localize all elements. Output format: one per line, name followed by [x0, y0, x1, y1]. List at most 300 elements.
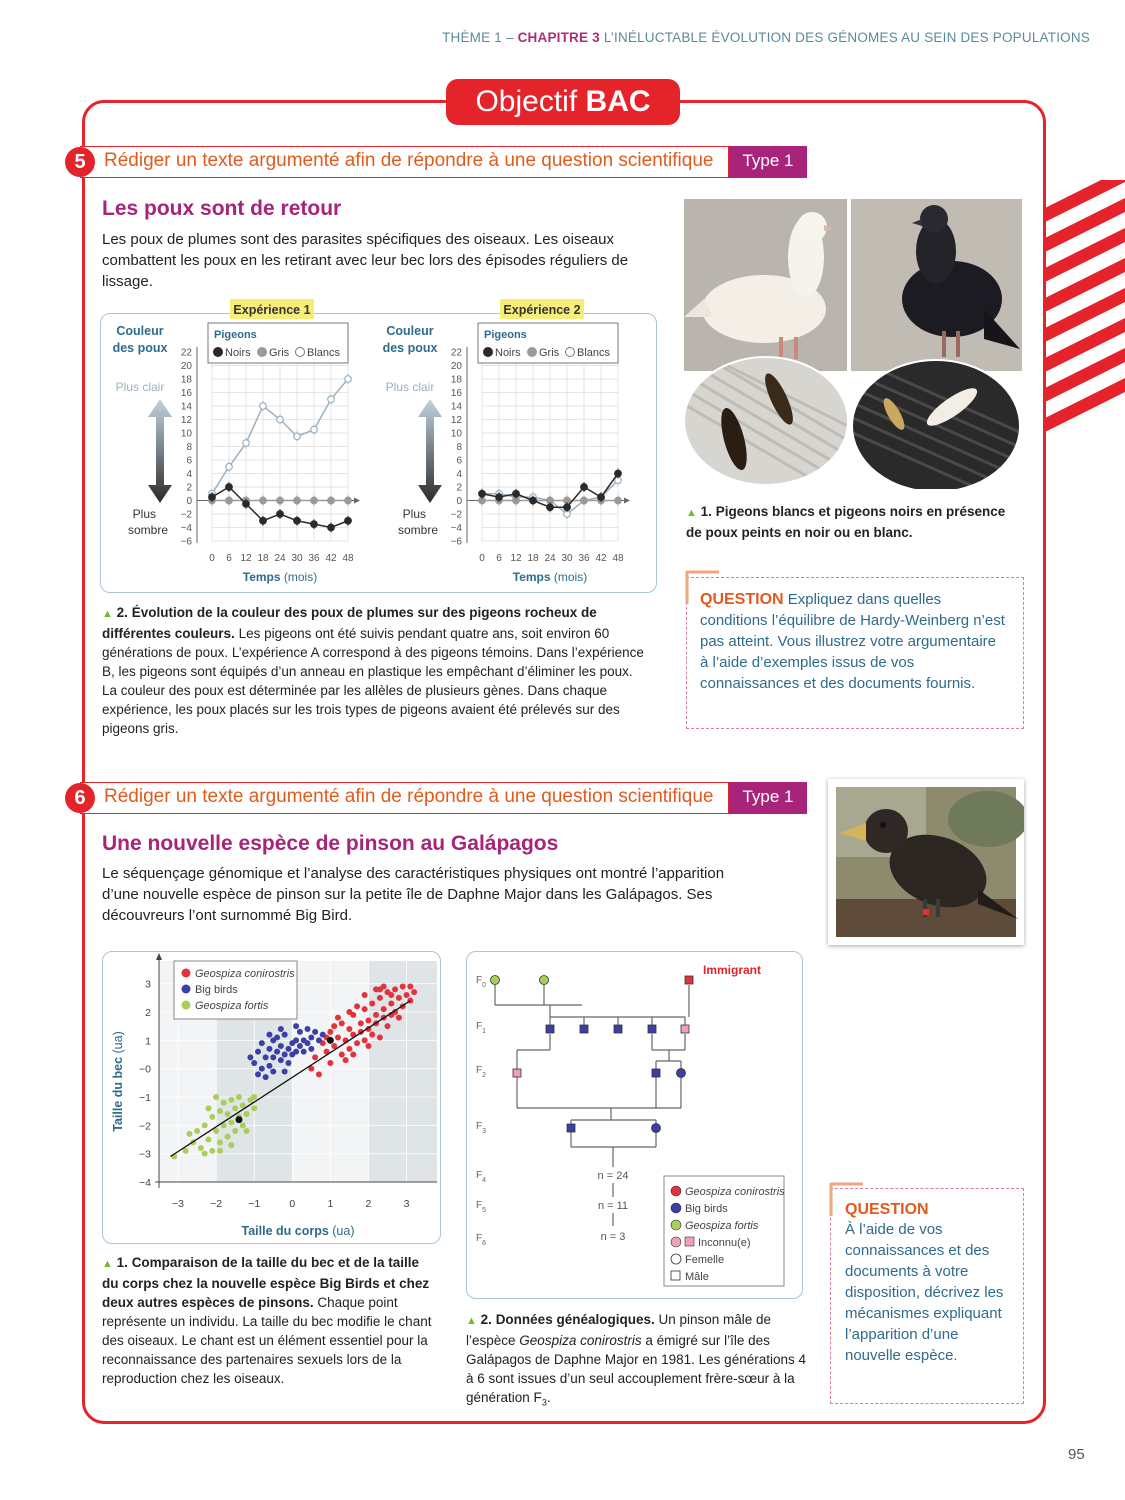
y-tick-label: −2 — [450, 509, 462, 521]
scatter-point-geospiza-conirostris — [362, 992, 368, 998]
decorative-stripes — [1045, 180, 1125, 460]
data-point-noirs — [496, 494, 503, 501]
y-tick-label: 10 — [450, 428, 462, 440]
exercise-6-doc1-caption: ▲ 1. Comparaison de la taille du bec et de la taille du corps chez la nouvelle espèce Big Birds et chez deux autres espèces de pinsons. Chaque point représente un individu. La taille du bec modifie le chant des oiseaux. Le chant est un élément essentiel pour la reconnaissance des partenaires sexuels lors de la reproduction chez les oiseaux. — [102, 1255, 432, 1386]
svg-text:Geospiza conirostris: Geospiza conirostris — [685, 1186, 785, 1198]
scatter-point-geospiza-conirostris — [316, 1071, 322, 1077]
y-tick-label: 20 — [450, 361, 462, 372]
scatter-point-big-birds — [278, 1026, 284, 1032]
y-axis-label: Couleur — [116, 324, 164, 338]
x-tick-label: −1 — [248, 1198, 261, 1210]
y-axis-label-unit: (ua) — [111, 1031, 125, 1054]
top-label: Plus clair — [115, 380, 165, 394]
scatter-point-big-birds — [266, 1063, 272, 1069]
scatter-point-geospiza-fortis — [194, 1128, 200, 1134]
scatter-point-geospiza-conirostris — [358, 1020, 364, 1026]
scatter-point-geospiza-conirostris — [346, 1046, 352, 1052]
data-point-noirs — [581, 484, 588, 491]
scatter-point-geospiza-fortis — [198, 1145, 204, 1151]
color-gradient-arrow — [418, 399, 442, 503]
scatter-point-geospiza-conirostris — [381, 1006, 387, 1012]
exercise-5-number: 5 — [65, 147, 95, 177]
x-tick-label: 48 — [612, 553, 624, 564]
pedigree-nodes — [491, 976, 694, 1133]
mean-point — [327, 1037, 334, 1044]
scatter-point-geospiza-fortis — [251, 1094, 257, 1100]
scatter-point-geospiza-conirostris — [377, 995, 383, 1001]
data-point-noirs — [345, 517, 352, 524]
count-f5: n = 11 — [597, 1200, 629, 1212]
scatter-point-geospiza-fortis — [228, 1142, 234, 1148]
scatter-point-big-birds — [282, 1052, 288, 1058]
data-point-noirs — [226, 484, 233, 491]
scatter-point-geospiza-fortis — [225, 1111, 231, 1117]
legend-marker — [182, 969, 191, 978]
x-tick-label: 18 — [257, 553, 269, 564]
y-tick-label: −1 — [139, 1092, 151, 1104]
scatter-point-big-birds — [297, 1029, 303, 1035]
legend-label: Gris — [269, 347, 290, 359]
y-tick-label: 10 — [180, 428, 192, 440]
x-axis-label-unit: (ua) — [332, 1224, 355, 1238]
x-tick-label: 0 — [479, 553, 485, 564]
scatter-point-geospiza-conirostris — [339, 1052, 345, 1058]
pedigree-legend — [664, 1176, 785, 1286]
y-tick-label: 14 — [180, 401, 192, 413]
scatter-point-geospiza-conirostris — [396, 1015, 402, 1021]
y-tick-label: 16 — [180, 388, 192, 399]
scatter-point-big-birds — [320, 1032, 326, 1038]
y-tick-label: 14 — [450, 401, 462, 413]
scatter-point-geospiza-conirostris — [354, 1040, 360, 1046]
gen-label-f0: $F_0$ — [476, 975, 487, 989]
scatter-point-geospiza-conirostris — [331, 1023, 337, 1029]
pedigree-chart — [466, 951, 806, 1301]
bottom-label: sombre — [397, 523, 438, 537]
data-point-gris — [328, 497, 335, 504]
data-point-gris — [615, 497, 622, 504]
page-number: 95 — [1068, 1446, 1085, 1463]
y-tick-label: 20 — [180, 361, 192, 372]
y-tick-label: 6 — [456, 455, 462, 467]
finch-photo — [828, 779, 1024, 945]
y-tick-label: 2 — [145, 1007, 151, 1019]
x-axis-arrow — [624, 498, 630, 504]
count-f6: n = 3 — [600, 1231, 626, 1243]
x-tick-label: 2 — [365, 1198, 372, 1210]
x-axis-label-main: Temps — [242, 570, 284, 584]
scatter-point-geospiza-fortis — [213, 1094, 219, 1100]
scatter-point-big-birds — [259, 1066, 265, 1072]
scatter-point-big-birds — [247, 1054, 253, 1060]
legend-label: Noirs — [225, 347, 251, 359]
exercise-6-type: Type 1 — [729, 782, 807, 814]
data-point-noirs — [598, 494, 605, 501]
x-tick-label: 6 — [496, 553, 502, 564]
running-header: THÈME 1 – CHAPITRE 3 L’INÉLUCTABLE ÉVOLUTION DES GÉNOMES AU SEIN DES POPULATIONS — [442, 30, 1090, 45]
x-axis-label — [243, 570, 317, 584]
data-point-blancs — [345, 376, 352, 383]
legend-label: Big birds — [195, 984, 238, 996]
f1-bigbird-male — [546, 1025, 554, 1033]
scatter-point-big-birds — [263, 1054, 269, 1060]
legend-marker — [566, 348, 575, 357]
chart-title: Expérience 2 — [503, 303, 581, 317]
data-point-blancs — [277, 416, 284, 423]
y-tick-label: −0 — [139, 1063, 151, 1076]
lice-chart-2 — [383, 299, 630, 584]
scatter-point-geospiza-fortis — [209, 1148, 215, 1154]
legend-marker — [528, 348, 537, 357]
scatter-point-geospiza-fortis — [217, 1139, 223, 1145]
y-tick-label: −4 — [450, 523, 462, 534]
scatter-point-geospiza-fortis — [202, 1122, 208, 1128]
x-tick-label: −2 — [210, 1198, 223, 1210]
y-tick-label: 18 — [450, 374, 462, 386]
y-tick-label: 12 — [450, 415, 462, 426]
scatter-point-big-birds — [282, 1069, 288, 1075]
x-tick-label: 36 — [308, 553, 320, 564]
data-point-noirs — [243, 501, 250, 508]
scatter-point-big-birds — [266, 1032, 272, 1038]
scatter-point-geospiza-conirostris — [350, 1052, 356, 1058]
y-tick-label: −6 — [450, 536, 462, 548]
legend-marker — [182, 1001, 191, 1010]
scatter-point-big-birds — [297, 1043, 303, 1049]
scatter-point-geospiza-conirostris — [373, 986, 379, 992]
count-f4: n = 24 — [597, 1170, 629, 1182]
x-tick-label: 0 — [209, 553, 215, 564]
data-point-noirs — [294, 517, 301, 524]
scatter-point-geospiza-conirostris — [362, 1037, 368, 1043]
legend-label: Blancs — [307, 347, 341, 359]
y-tick-label: 12 — [180, 415, 192, 426]
scatter-point-big-birds — [266, 1046, 272, 1052]
lice-chart-1 — [113, 299, 360, 584]
y-tick-label: 0 — [186, 496, 192, 507]
lice-color-charts — [100, 295, 660, 595]
svg-text:Mâle: Mâle — [685, 1271, 709, 1283]
x-tick-label: 0 — [289, 1198, 296, 1210]
scatter-point-big-birds — [259, 1040, 265, 1046]
scatter-point-geospiza-fortis — [232, 1105, 238, 1111]
data-point-noirs — [260, 517, 267, 524]
scatter-point-geospiza-conirostris — [384, 1023, 390, 1029]
x-axis-label-main: Temps — [512, 570, 554, 584]
exercise-6-doc2-caption: ▲ 2. Données généalogiques. Un pinson mâle de l’espèce Geospiza conirostris a émigré sur l’île des Galápagos de Daphne Major en 1981. Les générations 4 à 6 sont issues d’un seul accouplement frère-sœur à la génération $F_3$. — [466, 1312, 806, 1408]
pedigree-lines — [495, 985, 689, 1226]
scatter-point-big-birds — [293, 1037, 299, 1043]
exercise-6-instruction: Rédiger un texte argumenté afin de répondre à une question scientifique — [104, 786, 714, 807]
scatter-point-big-birds — [293, 1049, 299, 1055]
pigeon-photos — [684, 199, 1022, 489]
scatter-point-big-birds — [293, 1023, 299, 1029]
x-tick-label: 24 — [544, 553, 556, 564]
f2-bigbird-male — [652, 1069, 660, 1077]
shaded-band — [368, 961, 437, 1182]
bottom-label: Plus — [132, 507, 156, 521]
y-tick-label: 4 — [186, 469, 192, 480]
scatter-point-geospiza-fortis — [209, 1114, 215, 1120]
scatter-point-geospiza-fortis — [186, 1131, 192, 1137]
x-tick-label: 42 — [595, 553, 607, 564]
scatter-point-big-birds — [305, 1026, 311, 1032]
data-point-gris — [277, 497, 284, 504]
scatter-point-geospiza-conirostris — [373, 1012, 379, 1018]
legend-title: Pigeons — [484, 329, 527, 341]
f1-unknown-male — [681, 1025, 689, 1033]
scatter-point-geospiza-fortis — [217, 1148, 223, 1154]
x-tick-label: 30 — [561, 553, 573, 564]
scatter-point-geospiza-conirostris — [407, 984, 413, 990]
scatter-point-big-birds — [305, 1040, 311, 1046]
y-axis-label: des poux — [382, 341, 438, 355]
data-point-noirs — [479, 490, 486, 497]
y-tick-label: 6 — [186, 455, 192, 467]
mean-point — [235, 1116, 242, 1123]
x-tick-label: 36 — [578, 553, 590, 564]
scatter-point-big-birds — [308, 1035, 314, 1041]
legend-title: Pigeons — [214, 329, 257, 341]
gen-label-f6: $F_6$ — [476, 1233, 487, 1247]
scatter-point-geospiza-fortis — [244, 1128, 250, 1134]
gen-label-f1: $F_1$ — [476, 1021, 487, 1035]
scatter-point-geospiza-conirostris — [354, 1003, 360, 1009]
scatter-point-geospiza-conirostris — [365, 1018, 371, 1024]
data-point-blancs — [311, 426, 318, 433]
scatter-point-big-birds — [251, 1060, 257, 1066]
y-tick-label: −4 — [180, 523, 192, 534]
scatter-point-big-birds — [278, 1043, 284, 1049]
data-point-blancs — [243, 440, 250, 447]
y-tick-label: 4 — [456, 469, 462, 480]
scatter-point-geospiza-conirostris — [365, 1043, 371, 1049]
scatter-point-big-birds — [270, 1069, 276, 1075]
scatter-point-geospiza-conirostris — [404, 992, 410, 998]
data-point-gris — [581, 497, 588, 504]
scatter-point-geospiza-conirostris — [381, 984, 387, 990]
legend-marker — [214, 348, 223, 357]
y-tick-label: −6 — [180, 536, 192, 548]
gen-label-f4: $F_4$ — [476, 1170, 487, 1184]
x-tick-label: 30 — [291, 553, 303, 564]
scatter-point-geospiza-fortis — [228, 1097, 234, 1103]
legend-label: Blancs — [577, 347, 611, 359]
data-point-gris — [260, 497, 267, 504]
legend-label: Geospiza conirostris — [195, 968, 295, 980]
legend-marker — [484, 348, 493, 357]
f2-unknown-male — [513, 1069, 521, 1077]
scatter-point-big-birds — [278, 1057, 284, 1063]
exercise-5-intro: Les poux de plumes sont des parasites spécifiques des oiseaux. Les oiseaux combattent les poux en les retirant avec leur bec lors des épisodes réguliers de lissage. — [102, 231, 629, 290]
data-point-noirs — [564, 504, 571, 511]
gen-label-f2: $F_2$ — [476, 1065, 487, 1079]
scatter-point-geospiza-conirostris — [369, 1001, 375, 1007]
scatter-point-geospiza-fortis — [236, 1094, 242, 1100]
scatter-point-big-birds — [285, 1060, 291, 1066]
data-point-noirs — [530, 497, 537, 504]
y-tick-label: 3 — [145, 978, 151, 991]
generation-labels — [476, 975, 486, 1247]
y-tick-label: −2 — [180, 509, 192, 521]
scatter-point-geospiza-conirostris — [343, 1057, 349, 1063]
f1-bigbird-male — [614, 1025, 622, 1033]
scatter-point-geospiza-fortis — [206, 1137, 212, 1143]
data-point-blancs — [294, 433, 301, 440]
scatter-point-geospiza-conirostris — [411, 989, 417, 995]
exercise-6-question: QUESTION À l’aide de vos connaissances et des documents à votre disposition, décrivez les mécanismes expliquant l’apparition d’une nouvelle espèce. — [845, 1201, 1004, 1364]
legend-marker — [182, 985, 191, 994]
scatter-point-geospiza-fortis — [217, 1108, 223, 1114]
y-tick-label: 22 — [180, 347, 192, 359]
scatter-point-geospiza-fortis — [251, 1105, 257, 1111]
y-tick-label: −3 — [139, 1148, 151, 1161]
x-tick-label: 3 — [403, 1198, 410, 1210]
data-point-gris — [294, 497, 301, 504]
legend-label: Geospiza fortis — [195, 1000, 269, 1012]
f1-bigbird-male — [648, 1025, 656, 1033]
data-point-noirs — [513, 490, 520, 497]
exercise-5-type: Type 1 — [729, 146, 807, 178]
gen-label-f3: $F_3$ — [476, 1121, 487, 1135]
scatter-point-geospiza-fortis — [221, 1100, 227, 1106]
y-tick-label: 18 — [180, 374, 192, 386]
scatter-point-geospiza-conirostris — [388, 1001, 394, 1007]
data-point-noirs — [615, 470, 622, 477]
y-tick-label: 2 — [186, 482, 192, 494]
scatter-point-geospiza-conirostris — [346, 1009, 352, 1015]
scatter-point-geospiza-conirostris — [388, 992, 394, 998]
data-point-gris — [345, 497, 352, 504]
scatter-point-big-birds — [263, 1074, 269, 1080]
f1-bigbird-male — [580, 1025, 588, 1033]
y-tick-label: −2 — [139, 1120, 151, 1133]
exercise-5-doc1-caption: ▲ 1. Pigeons blancs et pigeons noirs en présence de poux peints en noir ou en blanc. — [686, 504, 1006, 540]
scatter-point-geospiza-fortis — [202, 1151, 208, 1157]
scatter-point-big-birds — [274, 1049, 280, 1055]
x-tick-label: 12 — [510, 553, 522, 564]
finch-scatter-chart — [102, 951, 442, 1246]
scatter-point-big-birds — [301, 1049, 307, 1055]
scatter-point-big-birds — [308, 1046, 314, 1052]
legend-marker — [296, 348, 305, 357]
x-axis-label — [513, 570, 587, 584]
scatter-point-big-birds — [316, 1037, 322, 1043]
top-label: Plus clair — [385, 380, 435, 394]
scatter-point-geospiza-conirostris — [327, 1060, 333, 1066]
x-axis-label-unit: (mois) — [283, 570, 318, 584]
x-axis-arrow — [354, 498, 360, 504]
scatter-point-geospiza-fortis — [228, 1120, 234, 1126]
scatter-point-geospiza-conirostris — [392, 986, 398, 992]
legend-marker — [258, 348, 267, 357]
x-tick-label: 12 — [240, 553, 252, 564]
scatter-point-geospiza-conirostris — [327, 1029, 333, 1035]
x-tick-label: 18 — [527, 553, 539, 564]
scatter-point-geospiza-conirostris — [400, 984, 406, 990]
y-axis-arrow — [156, 953, 162, 960]
scatter-point-geospiza-conirostris — [377, 1035, 383, 1041]
legend-label: Noirs — [495, 347, 521, 359]
y-axis-label: Couleur — [386, 324, 434, 338]
exercise-6-number: 6 — [65, 783, 95, 813]
f2-bigbird-female — [677, 1069, 686, 1078]
f3-bigbird-male — [567, 1124, 575, 1132]
exercise-5-doc2-caption: ▲ 2. Évolution de la couleur des poux de plumes sur des pigeons rocheux de différentes couleurs. Les pigeons ont été suivis pendant quatre ans, soit environ 60 générations de poux. L’expérience A correspond à des pigeons témoins. Dans l’expérience B, les pigeons sont équipés d’un anneau en plastique les empêchant d’éliminer les poux. La couleur des poux est déterminée par les allèles de plusieurs gènes. Dans chaque expérience, les poux placés sur les trois types de pigeons avaient été prélevés sur des pigeons gris. — [102, 605, 644, 736]
f0-fortis-female — [540, 976, 549, 985]
bottom-label: sombre — [127, 523, 168, 537]
x-tick-label: 24 — [274, 553, 286, 564]
color-gradient-arrow — [148, 399, 172, 503]
data-point-blancs — [260, 403, 267, 410]
scatter-point-geospiza-conirostris — [346, 1026, 352, 1032]
svg-text:Inconnu(e): Inconnu(e) — [698, 1237, 751, 1249]
svg-text:Femelle: Femelle — [685, 1254, 725, 1266]
scatter-point-geospiza-fortis — [232, 1128, 238, 1134]
data-point-noirs — [328, 524, 335, 531]
data-point-gris — [311, 497, 318, 504]
x-tick-label: −3 — [172, 1198, 185, 1210]
bottom-label: Plus — [402, 507, 426, 521]
y-axis-label: des poux — [112, 341, 168, 355]
exercise-5-title: Les poux sont de retour — [102, 197, 342, 220]
scatter-point-big-birds — [270, 1054, 276, 1060]
data-point-blancs — [328, 396, 335, 403]
chart-title: Expérience 1 — [233, 303, 311, 317]
scatter-point-geospiza-conirostris — [362, 1006, 368, 1012]
exercise-5-instruction: Rédiger un texte argumenté afin de répondre à une question scientifique — [104, 150, 714, 171]
x-axis-label-main: Taille du corps — [241, 1224, 333, 1238]
y-tick-label: 1 — [145, 1035, 151, 1048]
f0-fortis-female — [491, 976, 500, 985]
y-axis-label — [111, 1031, 125, 1132]
f3-bigbird-female — [652, 1124, 661, 1133]
data-point-blancs — [226, 463, 233, 470]
scatter-point-geospiza-conirostris — [335, 1035, 341, 1041]
y-tick-label: 2 — [456, 482, 462, 494]
exercise-5-question: QUESTION Expliquez dans quelles conditions l’équilibre de Hardy-Weinberg n’est pas atteint. Vous illustrez votre argumentaire à l’aide d’exemples issus de vos connaissances et des documents fournis. — [700, 591, 1005, 692]
y-axis-label-main: Taille du bec — [111, 1053, 125, 1132]
y-tick-label: 0 — [456, 496, 462, 507]
x-tick-label: 48 — [342, 553, 354, 564]
scatter-point-geospiza-fortis — [225, 1134, 231, 1140]
scatter-point-geospiza-conirostris — [369, 1032, 375, 1038]
scatter-point-geospiza-conirostris — [396, 995, 402, 1001]
scatter-point-geospiza-fortis — [240, 1122, 246, 1128]
scatter-point-big-birds — [285, 1046, 291, 1052]
svg-text:Big birds: Big birds — [685, 1203, 728, 1215]
data-point-noirs — [547, 504, 554, 511]
x-tick-label: 42 — [325, 553, 337, 564]
legend-label: Gris — [539, 347, 560, 359]
x-axis-label — [242, 1224, 355, 1238]
y-tick-label: −4 — [139, 1177, 151, 1189]
y-tick-label: 22 — [450, 347, 462, 359]
y-tick-label: 8 — [186, 442, 192, 453]
exercise-6-intro: Le séquençage génomique et l’analyse des caractéristiques physiques ont montré l’apparition d’une nouvelle espèce de pinson sur la petite île de Daphne Major dans les Galápagos. Ses découvreurs l’ont surnommé Big Bird. — [102, 865, 725, 924]
exercise-6-title: Une nouvelle espèce de pinson au Galápagos — [102, 832, 559, 855]
data-point-noirs — [311, 521, 318, 528]
scatter-point-geospiza-fortis — [206, 1105, 212, 1111]
scatter-point-big-birds — [274, 1035, 280, 1041]
scatter-point-big-birds — [255, 1071, 261, 1077]
data-point-noirs — [209, 494, 216, 501]
x-axis-label-unit: (mois) — [553, 570, 588, 584]
gen-label-f5: $F_5$ — [476, 1200, 487, 1214]
immigrant-label: Immigrant — [703, 963, 762, 977]
scatter-point-geospiza-fortis — [244, 1111, 250, 1117]
data-point-noirs — [277, 511, 284, 518]
